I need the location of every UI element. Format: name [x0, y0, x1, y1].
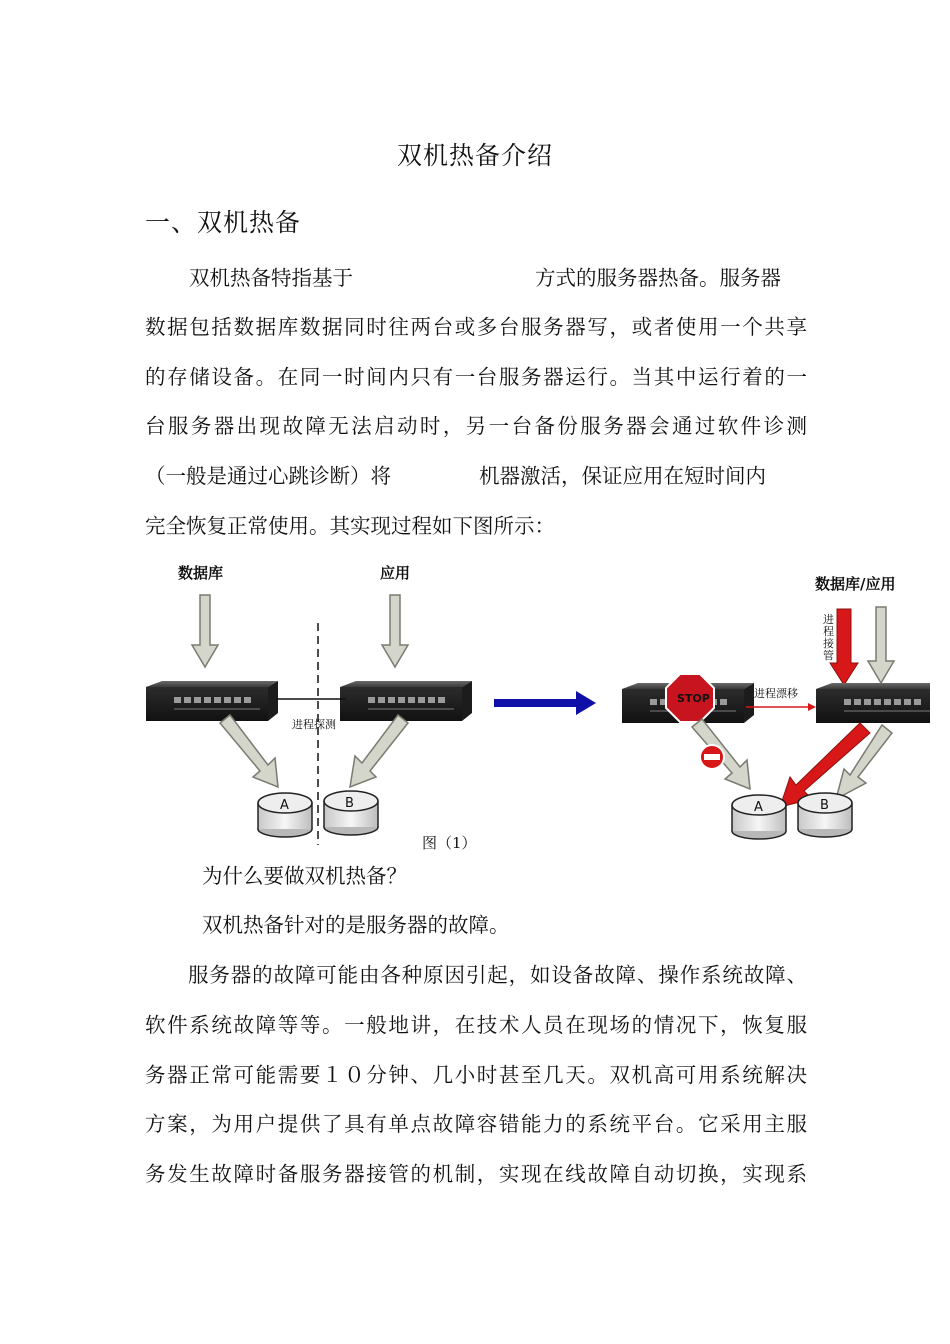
intro-line-3: 的存储设备。在同一时间内只有一台服务器运行。当其中运行着的一: [145, 365, 807, 389]
disk-b-right-label: B: [820, 798, 829, 813]
page-title: 双机热备介绍: [396, 141, 553, 170]
process-migration-arrowhead: [808, 703, 816, 711]
stop-sign-text: STOP: [677, 692, 710, 705]
backup-server: [340, 681, 472, 721]
intro-line-1: [145, 263, 807, 293]
right-database-application-label: 数据库/应用: [815, 575, 896, 593]
paragraph-2-line-4: 方案，为用户提供了具有单点故障容错能力的系统平台。它采用主服: [145, 1112, 807, 1136]
right-application-down-arrow: [868, 607, 894, 683]
paragraph-2-line-3: 务器正常可能需要１０分钟、几小时甚至几天。双机高可用系统解决: [145, 1063, 807, 1087]
primary-server: [146, 681, 278, 721]
takeover-red-arrow: [830, 609, 858, 685]
paragraph-2-line-2: 软件系统故障等等。一般地讲，在技术人员在现场的情况下，恢复服: [145, 1013, 807, 1037]
intro-line-5-part-a: （一般是通过心跳诊断）将: [145, 464, 391, 488]
intro-line-4: 台服务器出现故障无法启动时，另一台备份服务器会通过软件诊测: [145, 414, 807, 438]
intro-line-2: 数据包括数据库数据同时往两台或多台服务器写，或者使用一个共享: [145, 315, 807, 339]
section-heading: 一、双机热备: [145, 208, 302, 237]
database-down-arrow: [192, 595, 218, 667]
backup-to-disk-b-arrow: [350, 715, 408, 787]
process-probe-label: 进程探测: [292, 718, 336, 731]
process-migration-label: 进程漂移: [754, 687, 798, 700]
answer-line: 双机热备针对的是服务器的故障。: [202, 913, 510, 937]
intro-line-5: [145, 461, 807, 491]
question-line: 为什么要做双机热备？: [202, 864, 407, 888]
left-database-label: 数据库: [178, 564, 224, 582]
transition-arrow: [494, 691, 596, 715]
application-down-arrow: [382, 595, 408, 667]
paragraph-2-line-1: 服务器的故障可能由各种原因引起，如设备故障、操作系统故障、: [188, 963, 807, 987]
primary-to-disk-a-arrow: [220, 715, 278, 787]
paragraph-2-line-5: 务发生故障时备服务器接管的机制，实现在线故障自动切换，实现系: [145, 1162, 807, 1186]
intro-line-6: 完全恢复正常使用。其实现过程如下图所示：: [145, 514, 555, 538]
intro-line-1-part-a: 双机热备特指基于: [189, 266, 353, 290]
intro-line-5-part-b: 机器激活，保证应用在短时间内: [479, 464, 766, 488]
no-entry-icon: [700, 745, 724, 769]
left-application-label: 应用: [380, 564, 411, 582]
disk-a-right-label: A: [754, 800, 763, 815]
intro-line-1-part-b: 方式的服务器热备。服务器: [535, 266, 781, 290]
active-backup-server: [816, 683, 930, 723]
disk-a-left-label: A: [280, 798, 289, 813]
figure-caption: 图（1）: [422, 834, 477, 852]
disk-b-left-label: B: [345, 796, 354, 811]
hot-standby-diagram: [140, 555, 930, 860]
takeover-label: 进程接管: [823, 613, 834, 662]
